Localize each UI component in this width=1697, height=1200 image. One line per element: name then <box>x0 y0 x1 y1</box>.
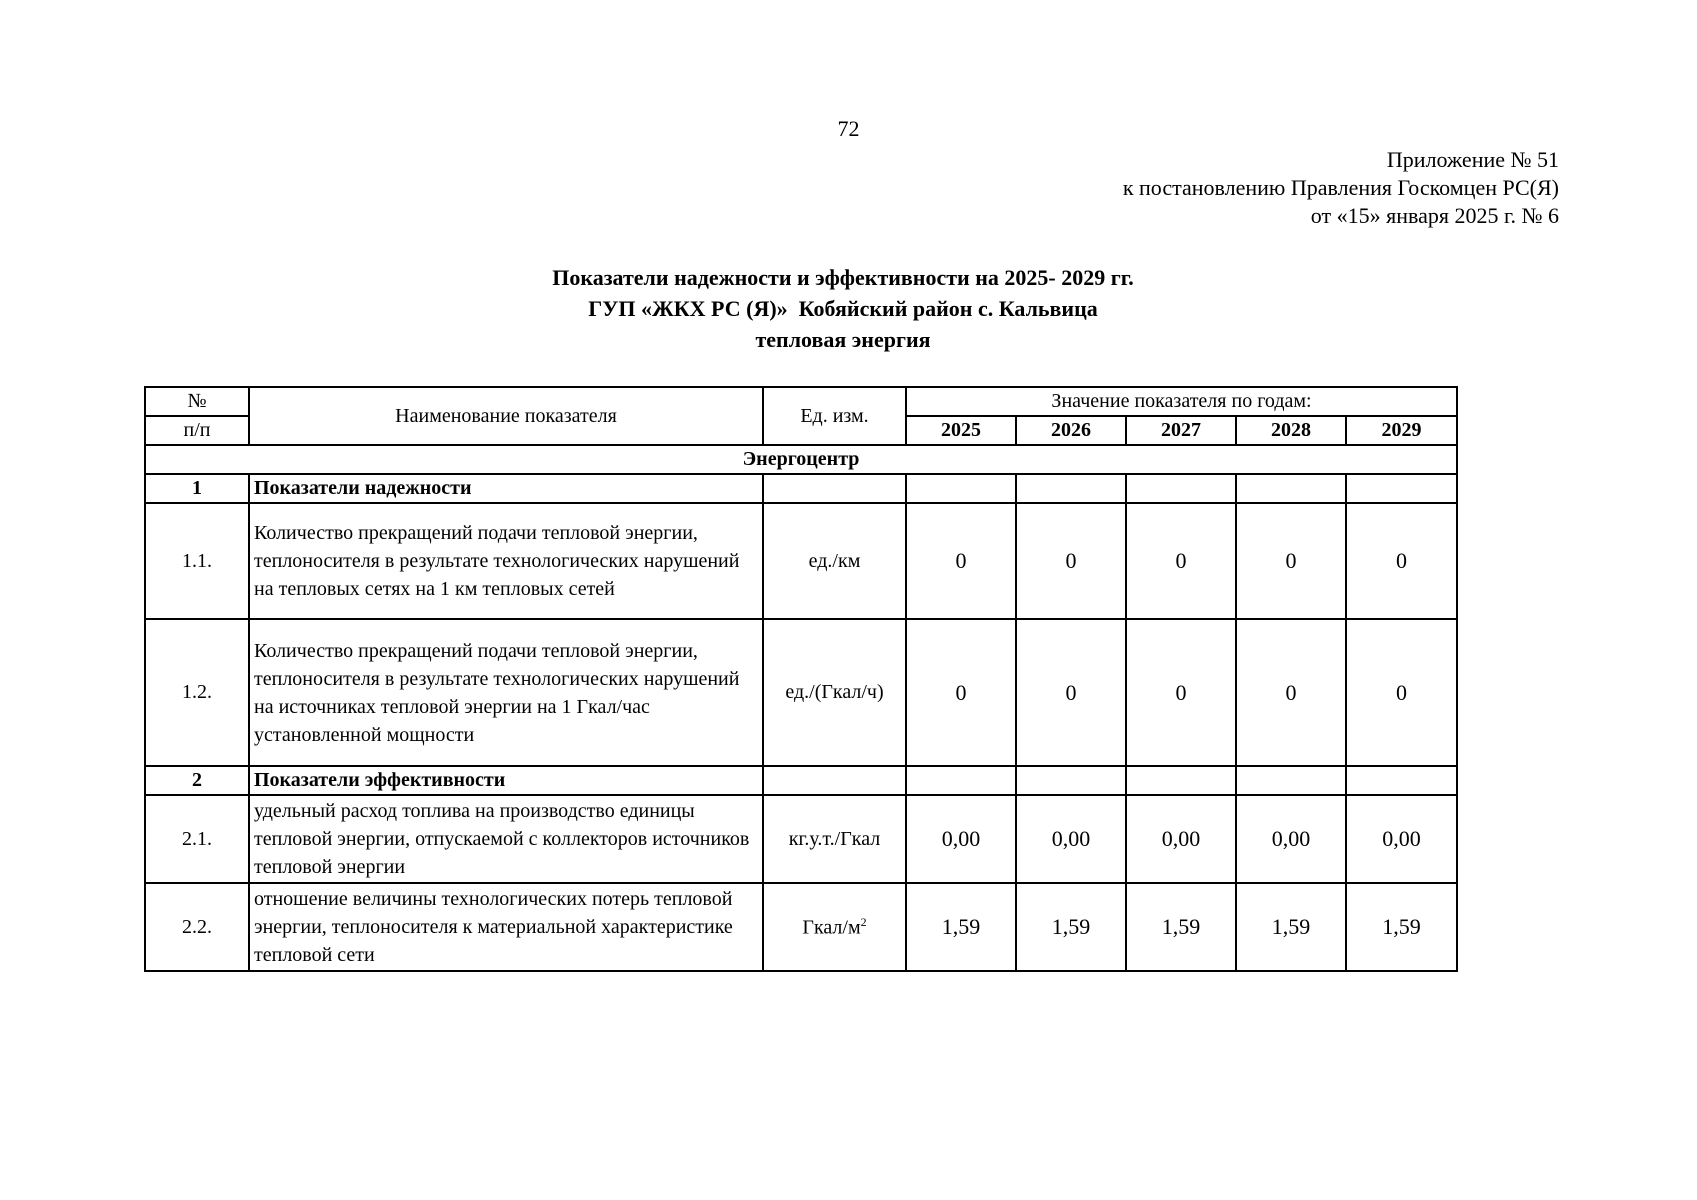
row-value: 0,00 <box>1126 795 1236 883</box>
empty-cell <box>1016 766 1126 795</box>
appendix-line-1: Приложение № 51 <box>1386 147 1559 172</box>
row-value: 0,00 <box>1346 795 1457 883</box>
empty-cell <box>763 474 906 503</box>
row-unit: кг.у.т./Гкал <box>763 795 906 883</box>
row-num: 1.2. <box>145 619 249 766</box>
row-value: 1,59 <box>1016 883 1126 971</box>
empty-cell <box>1126 766 1236 795</box>
empty-cell <box>906 474 1016 503</box>
row-value: 0 <box>1016 619 1126 766</box>
empty-cell <box>1236 766 1346 795</box>
row-unit: ед./км <box>763 503 906 619</box>
group-name: Показатели надежности <box>249 474 763 503</box>
empty-cell <box>1236 474 1346 503</box>
table-row <box>145 795 1457 883</box>
row-value: 0 <box>1346 619 1457 766</box>
document-title <box>160 262 1526 355</box>
row-value: 0 <box>1346 503 1457 619</box>
header-row-top <box>145 387 1457 416</box>
title-line-2: ГУП «ЖКХ РС (Я)» Кобяйский район с. Кальвица <box>588 296 1098 321</box>
group-row <box>145 766 1457 795</box>
empty-cell <box>763 766 906 795</box>
header-year: 2026 <box>1016 416 1126 445</box>
row-value: 1,59 <box>1346 883 1457 971</box>
row-name: удельный расход топлива на производство единицы тепловой энергии, отпускаемой с коллекторов источников тепловой энергии <box>249 795 763 883</box>
row-unit-sup: 2 <box>860 914 867 929</box>
row-name: Количество прекращений подачи тепловой энергии, теплоносителя в результате технологических нарушений на тепловых сетях на 1 км тепловых сетей <box>249 503 763 619</box>
row-num: 1.1. <box>145 503 249 619</box>
group-num: 2 <box>145 766 249 795</box>
row-value: 0,00 <box>1236 795 1346 883</box>
section-title: Энергоцентр <box>145 445 1457 474</box>
section-row <box>145 445 1457 474</box>
title-line-1: Показатели надежности и эффективности на 2025- 2029 гг. <box>552 265 1134 290</box>
row-value: 0 <box>1016 503 1126 619</box>
header-year: 2025 <box>906 416 1016 445</box>
row-unit <box>763 883 906 971</box>
row-value: 1,59 <box>906 883 1016 971</box>
header-year: 2027 <box>1126 416 1236 445</box>
row-name: Количество прекращений подачи тепловой энергии, теплоносителя в результате технологических нарушений на источниках тепловой энергии на 1 Гкал/час установленной мощности <box>249 619 763 766</box>
appendix-line-2: к постановлению Правления Госкомцен РС(Я) <box>1122 175 1559 200</box>
row-value: 0 <box>1126 503 1236 619</box>
row-value: 0 <box>906 619 1016 766</box>
row-value: 1,59 <box>1236 883 1346 971</box>
row-unit-base: Гкал/м <box>802 916 861 939</box>
group-name: Показатели эффективности <box>249 766 763 795</box>
row-value: 0,00 <box>906 795 1016 883</box>
header-year: 2028 <box>1236 416 1346 445</box>
row-value: 0 <box>1236 503 1346 619</box>
title-line-3: тепловая энергия <box>755 327 931 352</box>
header-num-bottom: п/п <box>145 416 249 445</box>
table-row <box>145 883 1457 971</box>
row-value: 0 <box>906 503 1016 619</box>
group-row <box>145 474 1457 503</box>
header-name: Наименование показателя <box>249 387 763 445</box>
indicators-table <box>144 386 1458 972</box>
page-number: 72 <box>837 116 860 141</box>
empty-cell <box>906 766 1016 795</box>
header-num-top: № <box>145 387 249 416</box>
header-year: 2029 <box>1346 416 1457 445</box>
table-row <box>145 619 1457 766</box>
table-row <box>145 503 1457 619</box>
header-values-group: Значение показателя по годам: <box>906 387 1457 416</box>
empty-cell <box>1126 474 1236 503</box>
row-value: 0,00 <box>1016 795 1126 883</box>
row-num: 2.2. <box>145 883 249 971</box>
empty-cell <box>1016 474 1126 503</box>
row-name: отношение величины технологических потерь тепловой энергии, теплоносителя к материальной характеристике тепловой сети <box>249 883 763 971</box>
appendix-block <box>1123 146 1559 230</box>
row-num: 2.1. <box>145 795 249 883</box>
appendix-line-3: от «15» января 2025 г. № 6 <box>1310 203 1559 228</box>
row-value: 1,59 <box>1126 883 1236 971</box>
group-num: 1 <box>145 474 249 503</box>
empty-cell <box>1346 474 1457 503</box>
row-value: 0 <box>1236 619 1346 766</box>
row-value: 0 <box>1126 619 1236 766</box>
row-unit: ед./(Гкал/ч) <box>763 619 906 766</box>
header-unit: Ед. изм. <box>763 387 906 445</box>
empty-cell <box>1346 766 1457 795</box>
